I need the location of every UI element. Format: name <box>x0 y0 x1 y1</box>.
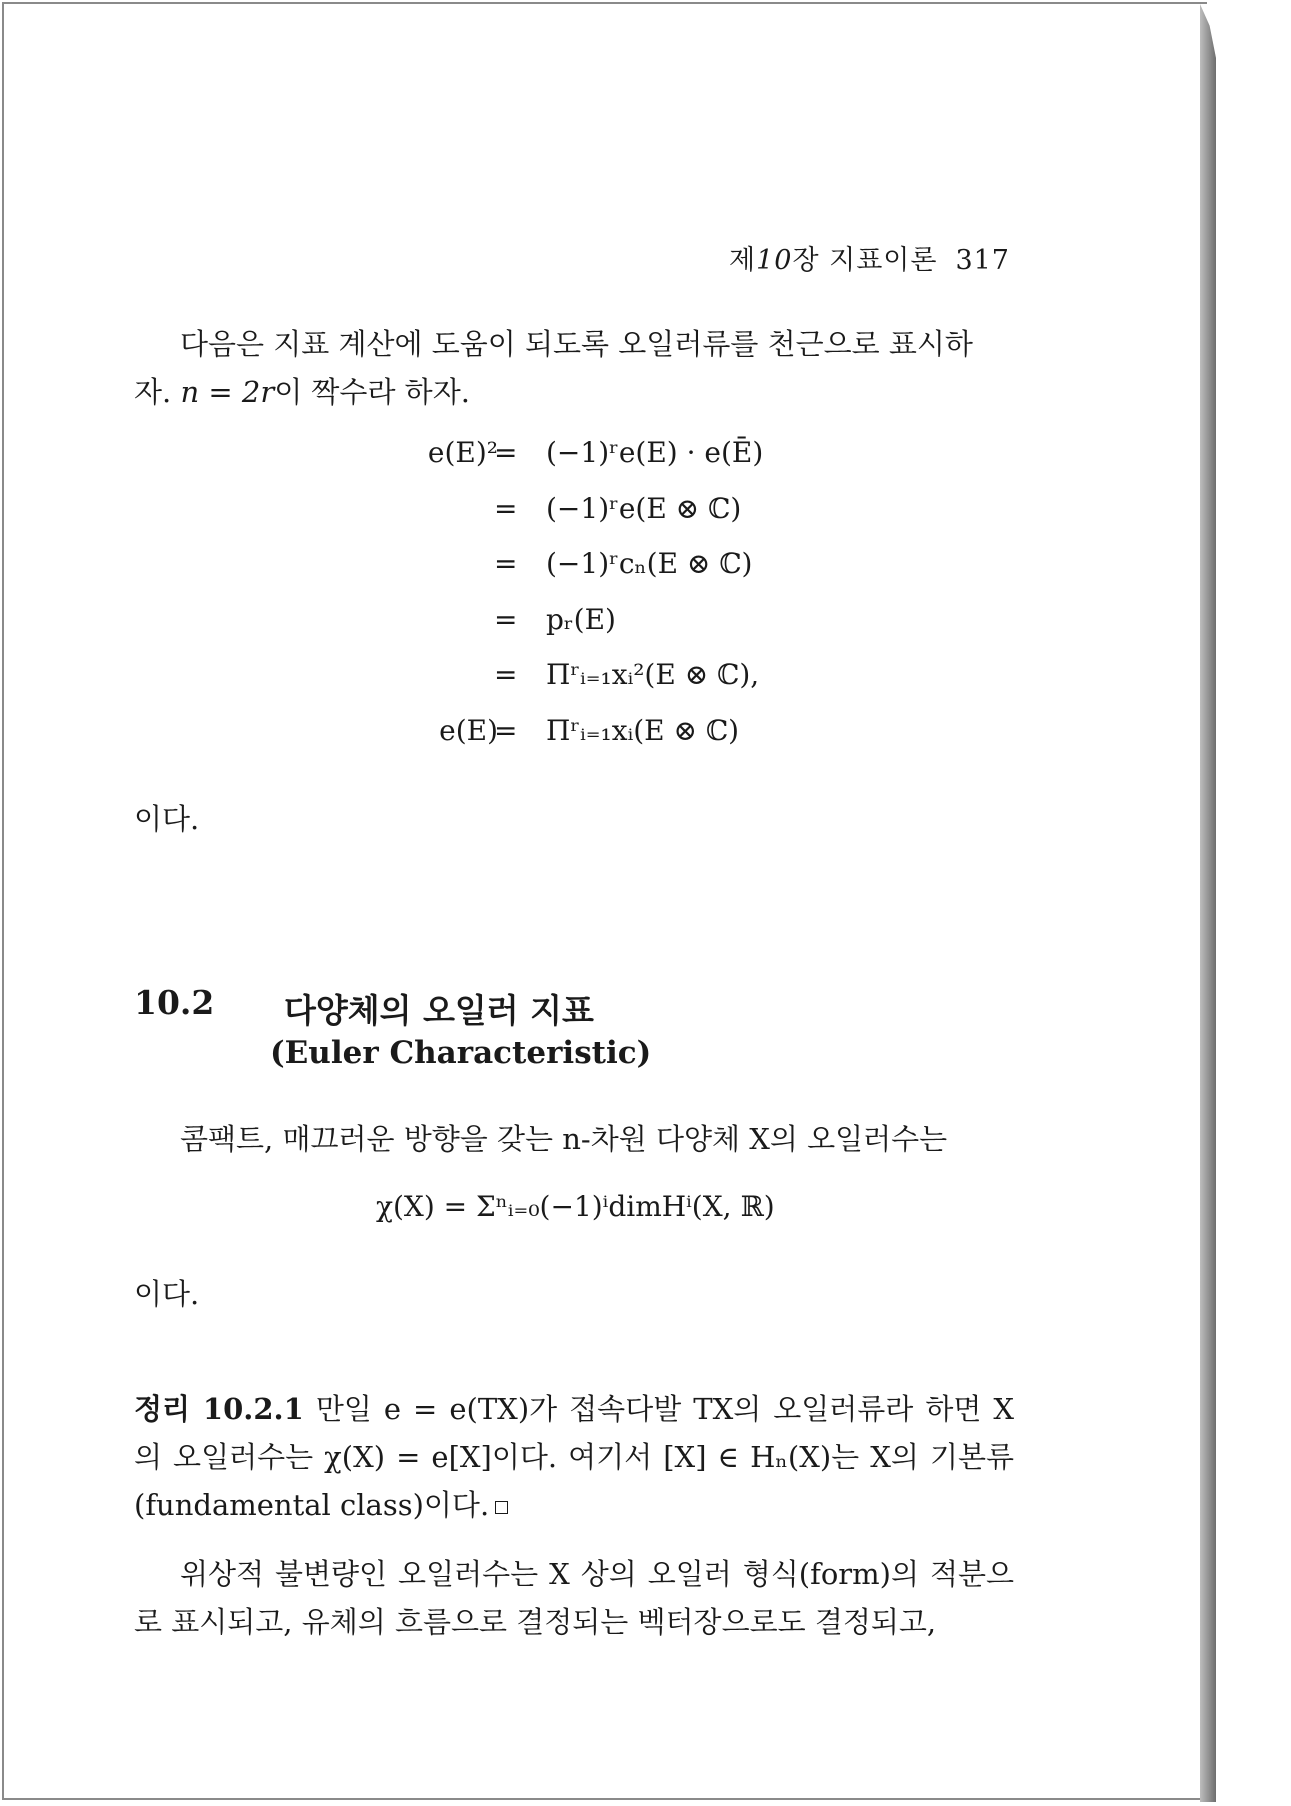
qed-box-icon <box>495 1501 508 1514</box>
equation-rhs: Πʳᵢ₌₁xᵢ²(E ⊗ ℂ), <box>546 658 760 691</box>
equation-lhs: e(E)² <box>427 436 498 469</box>
equals-sign: = <box>494 713 518 747</box>
ida-text-1: 이다. <box>134 802 200 836</box>
intro-math: n = 2r <box>180 375 275 409</box>
section-number: 10.2 <box>134 983 215 1022</box>
equation-array <box>330 436 890 769</box>
book-page <box>2 2 1207 1800</box>
ida-text-2: 이다. <box>134 1277 200 1311</box>
euler-number-equation: χ(X) = Σⁿᵢ₌₀(−1)ⁱdimHⁱ(X, ℝ) <box>376 1190 775 1223</box>
chapter-number: 10 <box>756 245 793 276</box>
intro-line-2a: 자. <box>134 375 181 409</box>
intro-line-2b: 이 짝수라 하자. <box>274 375 470 409</box>
page-spine-edge <box>1200 4 1216 1802</box>
section-title-korean: 다양체의 오일러 지표 <box>284 991 594 1030</box>
equation-rhs: pᵣ(E) <box>546 602 616 636</box>
section-title-english: (Euler Characteristic) <box>270 1035 652 1071</box>
equation-row <box>330 436 890 492</box>
equals-sign: = <box>494 491 518 525</box>
intro-line-1: 다음은 지표 계산에 도움이 되도록 오일러류를 천근으로 표시하 <box>180 327 973 361</box>
page-number: 317 <box>955 245 1010 276</box>
intro-paragraph <box>134 320 1014 416</box>
equation-rhs: (−1)ʳe(E ⊗ ℂ) <box>546 491 742 525</box>
equation-row <box>330 714 890 770</box>
equation-rhs: (−1)ʳcₙ(E ⊗ ℂ) <box>546 547 753 580</box>
equals-sign: = <box>494 602 518 636</box>
chapter-title: 장 지표이론 <box>792 245 938 276</box>
equation-row <box>330 547 890 603</box>
equation-row <box>330 603 890 659</box>
chapter-prefix: 제 <box>729 245 757 276</box>
equation-rhs: (−1)ʳe(E) · e(Ē) <box>546 436 764 469</box>
equals-sign: = <box>494 436 518 469</box>
equation-lhs: e(E) <box>439 713 498 747</box>
euler-intro: 콤팩트, 매끄러운 방향을 갖는 n-차원 다양체 X의 오일러수는 <box>180 1122 948 1156</box>
equals-sign: = <box>494 658 518 691</box>
equation-row <box>330 658 890 714</box>
equation-row <box>330 492 890 548</box>
closing-paragraph: 위상적 불변량인 오일러수는 X 상의 오일러 형식(form)의 적분으로 표시되고, 유체의 흐름으로 결정되는 벡터장으로도 결정되고, <box>134 1557 1014 1639</box>
theorem-label: 정리 10.2.1 <box>134 1392 304 1426</box>
theorem-text: 만일 e = e(TX)가 접속다발 TX의 오일러류라 하면 X의 오일러수는 χ(X) = e[X]이다. 여기서 [X] ∈ Hₙ(X)는 X의 기본류 (fundamental class)이다. <box>134 1392 1014 1522</box>
running-header <box>700 238 1010 277</box>
equation-rhs: Πʳᵢ₌₁xᵢ(E ⊗ ℂ) <box>546 713 740 747</box>
theorem-block <box>134 1385 1014 1529</box>
equals-sign: = <box>494 547 518 580</box>
